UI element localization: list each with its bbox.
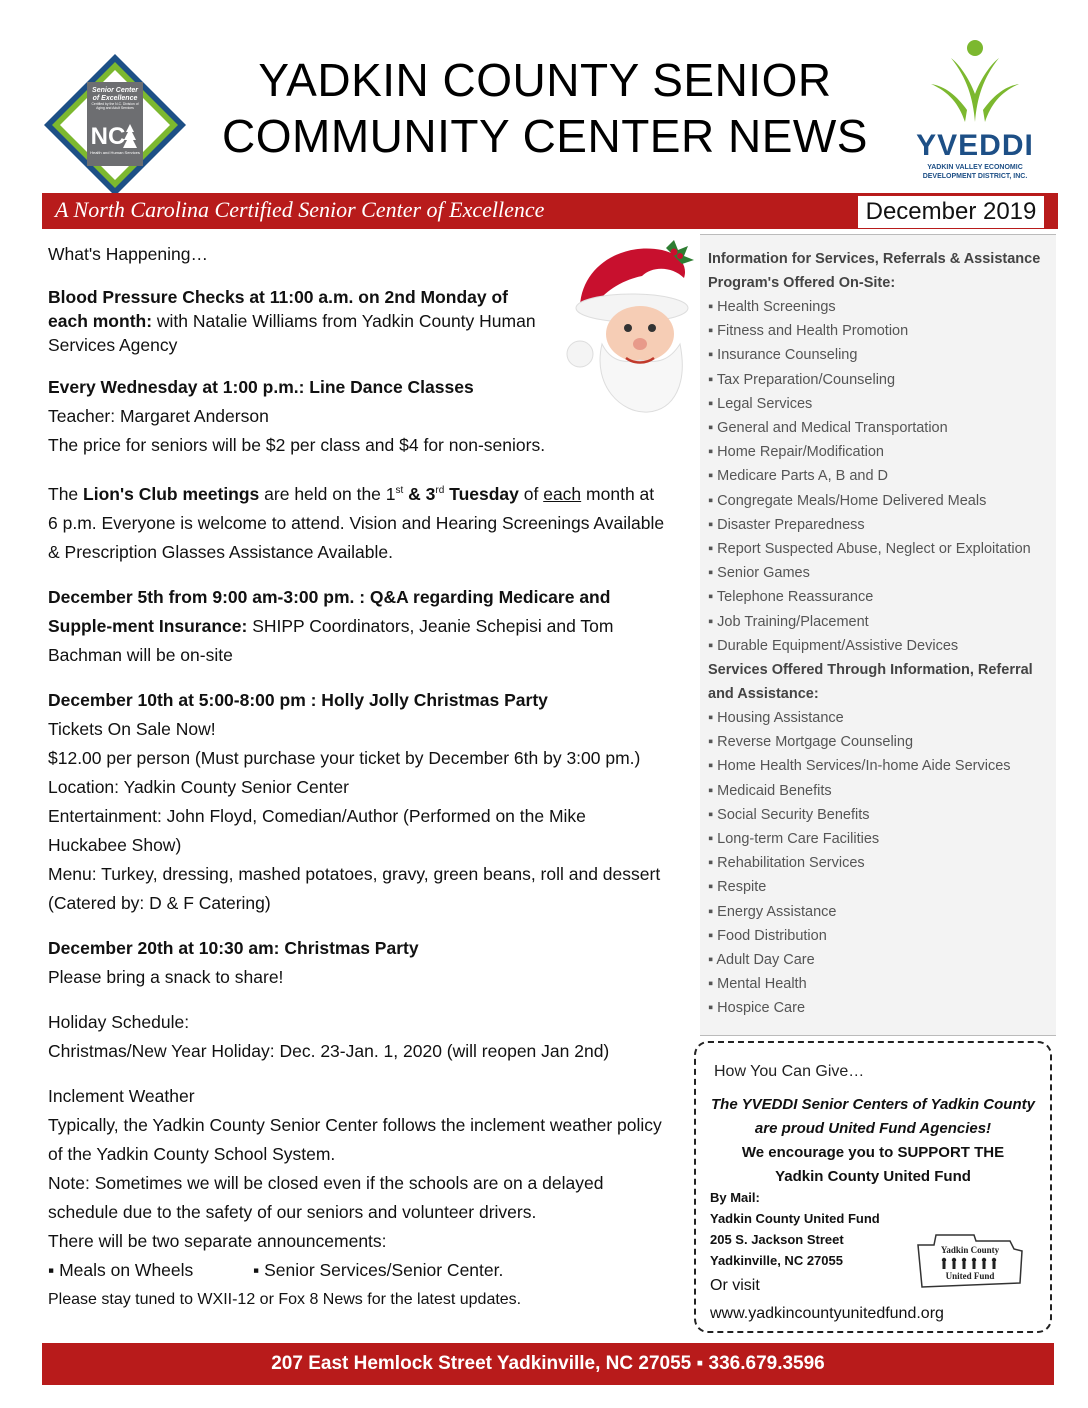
mail-street: 205 S. Jackson Street — [710, 1232, 844, 1247]
visit-url-link[interactable]: www.yadkincountyunitedfund.org — [710, 1305, 944, 1322]
senior-center-excellence-seal — [42, 52, 188, 198]
line-dance-price: The price for seniors will be $2 per class and $4 for non-seniors. — [48, 435, 546, 455]
onsite-item: ▪ Health Screenings — [708, 299, 836, 315]
give-line1: The YVEDDI Senior Centers of Yadkin County — [711, 1096, 1035, 1113]
onsite-item: ▪ Senior Games — [708, 565, 810, 582]
onsite-item: ▪ Fitness and Health Promotion — [708, 323, 909, 340]
give-line2: are proud United Fund Agencies! — [754, 1120, 992, 1137]
onsite-item: ▪ Tax Preparation/Counseling — [708, 371, 896, 388]
christmas-party-price: $12.00 per person (Must purchase your ticket by December 6th by 3:00 pm.) — [48, 747, 641, 768]
dec20-party-note: Please bring a snack to share! — [48, 966, 284, 987]
title-line2: COMMUNITY CENTER NEWS — [222, 110, 868, 162]
sidebar-heading-onsite: Program's Offered On-Site: — [708, 275, 896, 291]
referral-service-list — [708, 706, 1048, 1021]
referral-item: ▪ Adult Day Care — [708, 952, 815, 969]
visit-website — [710, 1272, 944, 1328]
logo-sub-line1: YADKIN VALLEY ECONOMIC — [927, 164, 1023, 171]
referral-item: ▪ Medicaid Benefits — [708, 782, 832, 799]
christmas-party-tickets: Tickets On Sale Now! — [48, 718, 216, 739]
title-line1: YADKIN COUNTY SENIOR — [258, 54, 832, 106]
onsite-item: ▪ Durable Equipment/Assistive Devices — [708, 637, 959, 654]
christmas-party-entertainment: Entertainment: John Floyd, Comedian/Author (Performed on the Mike Huckabee Show) — [48, 805, 586, 855]
holiday-schedule-heading: Holiday Schedule: — [48, 1011, 190, 1032]
seal-line4: Health and Human Services — [90, 150, 140, 155]
give-line4: Yadkin County United Fund — [775, 1168, 971, 1185]
dec20-party-heading: December 20th at 10:30 am: Christmas Party — [48, 937, 419, 958]
onsite-item: ▪ Insurance Counseling — [708, 347, 858, 364]
referral-item: ▪ Home Health Services/In-home Aide Services — [708, 758, 1011, 775]
page-title — [200, 52, 890, 164]
onsite-program-list — [708, 295, 1048, 658]
inclement-weather-updates: Please stay tuned to WXII-12 or Fox 8 News for the latest updates. — [48, 1290, 522, 1308]
announcement-options: ▪ Meals on Wheels ▪ Senior Services/Senior Center. — [48, 1259, 504, 1280]
referral-item: ▪ Energy Assistance — [708, 903, 837, 920]
onsite-item: ▪ Disaster Preparedness — [708, 516, 865, 533]
seal-line2: of Excellence — [92, 95, 138, 102]
main-column — [48, 240, 668, 1314]
mail-address — [710, 1187, 880, 1271]
sidebar-heading-referral: Services Offered Through Information, Referral and Assistance: — [708, 662, 1033, 703]
onsite-item: ▪ General and Medical Transportation — [708, 420, 948, 437]
united-fund-logo — [914, 1231, 1026, 1291]
onsite-item: ▪ Report Suspected Abuse, Neglect or Exploitation — [708, 541, 1031, 558]
mail-city: Yadkinville, NC 27055 — [710, 1253, 843, 1268]
give-message — [706, 1093, 1040, 1189]
referral-item: ▪ Housing Assistance — [708, 710, 844, 727]
sidebar-heading-info: Information for Services, Referrals & Assistance — [708, 251, 1041, 267]
christmas-party-location: Location: Yadkin County Senior Center — [48, 776, 349, 797]
onsite-item: ▪ Home Repair/Modification — [708, 444, 884, 461]
how-you-can-give-box — [694, 1041, 1052, 1333]
yveddi-figure-icon — [925, 38, 1025, 124]
referral-item: ▪ Hospice Care — [708, 1000, 806, 1017]
referral-item: ▪ Reverse Mortgage Counseling — [708, 734, 914, 751]
inclement-weather-announcements: There will be two separate announcements: — [48, 1230, 387, 1251]
referral-item: ▪ Respite — [708, 879, 767, 896]
inclement-weather-heading: Inclement Weather — [48, 1085, 195, 1106]
onsite-item: ▪ Telephone Reassurance — [708, 589, 874, 606]
referral-item: ▪ Mental Health — [708, 976, 807, 993]
seal-abbr: NC — [90, 123, 126, 150]
inclement-weather-note: Note: Sometimes we will be closed even if the schools are on a delayed schedule due to the safety of our seniors and volunteer drivers. — [48, 1172, 604, 1222]
inclement-weather-policy: Typically, the Yadkin County Senior Center follows the inclement weather policy of the Yadkin County School System. — [48, 1114, 662, 1164]
onsite-item: ▪ Legal Services — [708, 395, 813, 412]
give-line3: We encourage you to SUPPORT THE — [741, 1144, 1005, 1161]
line-dance-heading: Every Wednesday at 1:00 p.m.: Line Dance Classes — [48, 377, 474, 397]
visit-label: Or visit — [710, 1277, 760, 1294]
services-sidebar — [700, 234, 1056, 1036]
uf-logo-line1: Yadkin County — [940, 1245, 1000, 1255]
referral-item: ▪ Food Distribution — [708, 927, 827, 944]
give-title: How You Can Give… — [714, 1063, 865, 1080]
mail-label: By Mail: — [710, 1190, 760, 1205]
lions-club-item: The Lion's Club meetings are held on the 1st & 3rd Tuesday of each month at 6 p.m. Everyone is welcome to attend. Vision and Hearing Screenings Available & Prescription Glasses Assistance Available. — [48, 483, 665, 562]
seal-line1: Senior Center — [92, 87, 138, 94]
footer-address-bar: 207 East Hemlock Street Yadkinville, NC 27055 ▪ 336.679.3596 — [42, 1343, 1054, 1385]
logo-name: YVEDDI — [916, 129, 1034, 162]
line-dance-teacher: Teacher: Margaret Anderson — [48, 406, 269, 426]
logo-sub-line2: DEVELOPMENT DISTRICT, INC. — [922, 173, 1028, 180]
seal-line3: Certified by the N.C. Division of Aging and Adult Services — [91, 102, 139, 110]
issue-date: December 2019 — [858, 196, 1044, 228]
christmas-party-menu: Menu: Turkey, dressing, mashed potatoes, gravy, green beans, roll and dessert (Catered by: D & F Catering) — [48, 863, 661, 913]
mail-name: Yadkin County United Fund — [710, 1211, 880, 1226]
onsite-item: ▪ Medicare Parts A, B and D — [708, 468, 889, 485]
onsite-item: ▪ Job Training/Placement — [708, 613, 869, 630]
tagline: A North Carolina Certified Senior Center of Excellence — [55, 197, 545, 222]
referral-item: ▪ Social Security Benefits — [708, 806, 870, 823]
blood-pressure-item: Blood Pressure Checks at 11:00 a.m. on 2nd Monday of each month: with Natalie Williams from Yadkin County Human Services Agency — [48, 287, 536, 355]
holiday-schedule-text: Christmas/New Year Holiday: Dec. 23-Jan. 1, 2020 (will reopen Jan 2nd) — [48, 1040, 610, 1061]
referral-item: ▪ Rehabilitation Services — [708, 855, 865, 872]
referral-item: ▪ Long-term Care Facilities — [708, 831, 880, 848]
uf-logo-line2: United Fund — [945, 1271, 995, 1281]
medicare-item: December 5th from 9:00 am-3:00 pm. : Q&A regarding Medicare and Supple-ment Insurance: SHIPP Coordinators, Jeanie Schepisi and Tom Bachman will be on-site — [48, 586, 614, 665]
section-intro: What's Happening… — [48, 244, 208, 264]
onsite-item: ▪ Congregate Meals/Home Delivered Meals — [708, 492, 987, 509]
yveddi-logo — [905, 38, 1045, 178]
christmas-party-heading: December 10th at 5:00-8:00 pm : Holly Jolly Christmas Party — [48, 689, 548, 710]
